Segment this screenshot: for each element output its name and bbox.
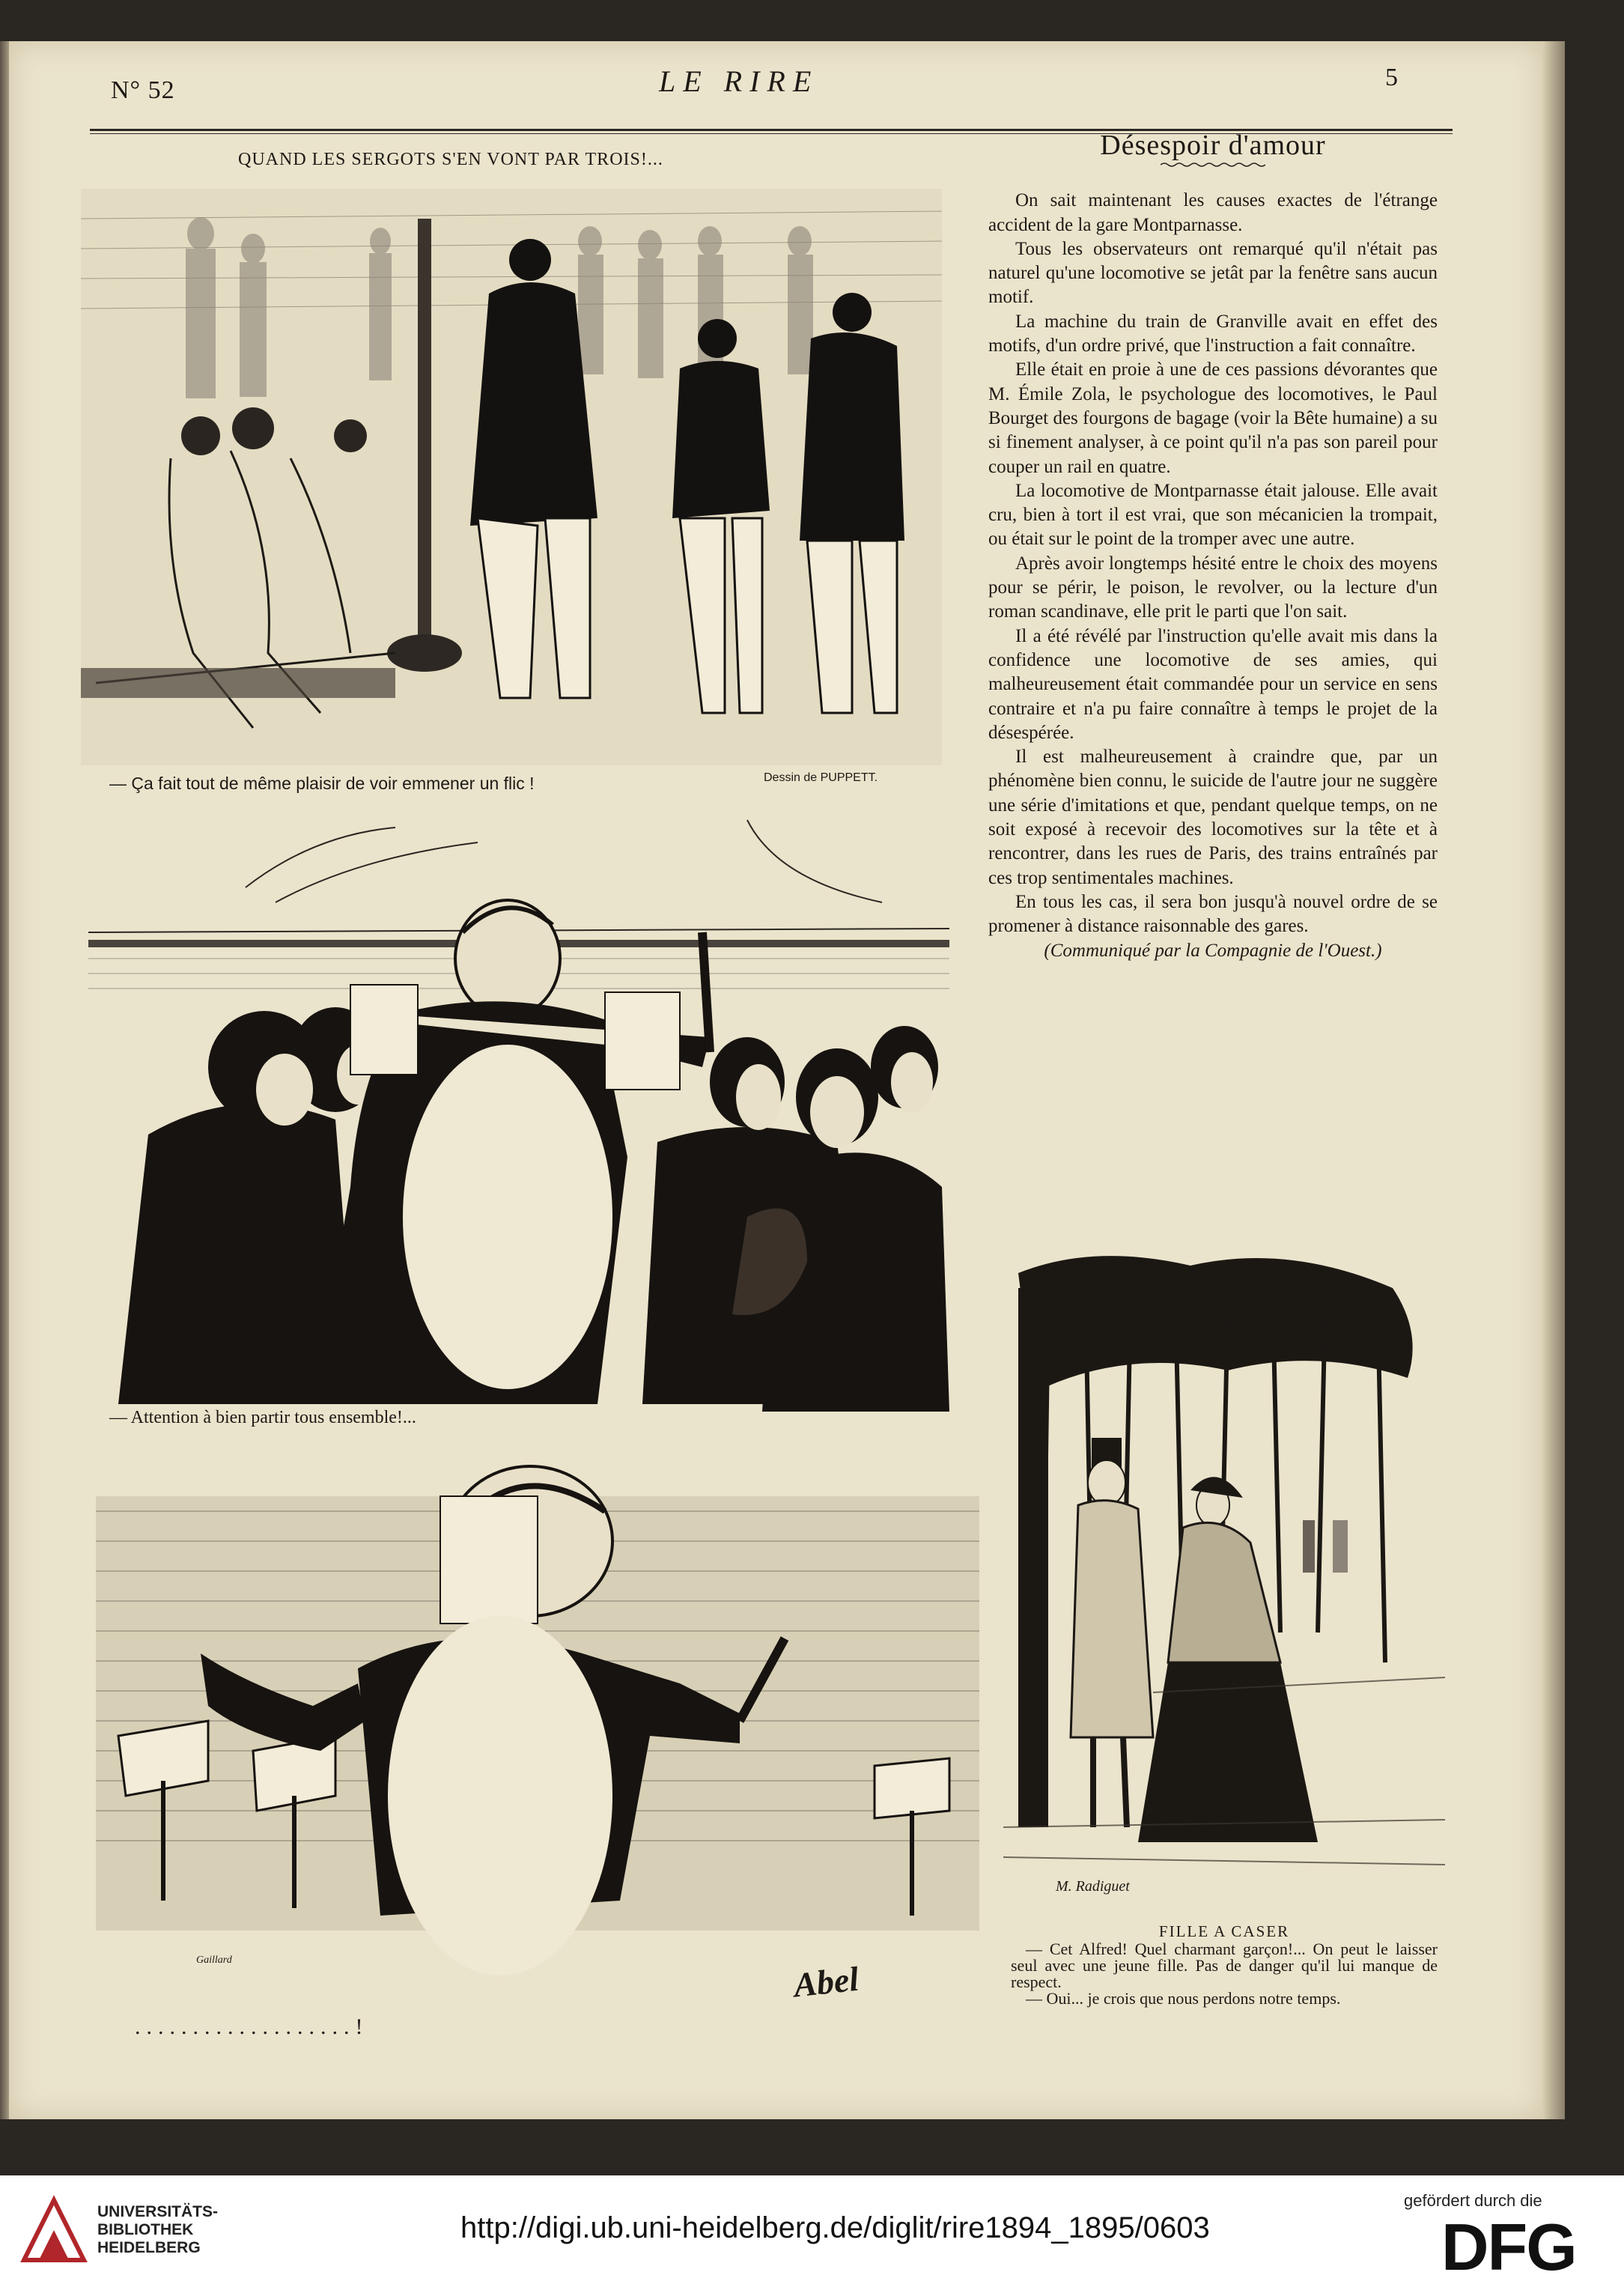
- cartoon3-signature: Abel: [791, 1959, 861, 2005]
- cartoon2-caption: — Attention à bien partir tous ensemble!...: [109, 1408, 416, 1427]
- cartoon1-caption: — Ça fait tout de même plaisir de voir emmener un flic !: [109, 774, 535, 793]
- article-desespoir: [988, 130, 1438, 963]
- cartoon3-illustration: [96, 1436, 979, 2028]
- cartoon1-illustration: [81, 189, 942, 765]
- library-name-line: BIBLIOTHEK: [97, 2221, 194, 2238]
- cartoon4-line: — Oui... je crois que nous perdons notre temps.: [1026, 1989, 1341, 2008]
- library-name: [97, 2203, 218, 2257]
- library-name-line: HEIDELBERG: [97, 2239, 201, 2256]
- cartoon4-caption-block: [1011, 1923, 1438, 2007]
- masthead-title: LE RIRE: [659, 64, 819, 98]
- article-paragraph: En tous les cas, il sera bon jusqu'à nouvel ordre de se promener à distance raisonnable des gares.: [988, 891, 1438, 937]
- article-paragraph: On sait maintenant les causes exactes de l'étrange accident de la gare Montparnasse.: [988, 190, 1438, 235]
- article-paragraph: Elle était en proie à une de ces passions dévorantes que M. Émile Zola, le psychologue des locomotives, le Paul Bourget des fourgons de bagage (voir la Bête humaine) a su si finement analyser, à ce point qu'il n'a pas son pareil pour couper un rail en quatre.: [988, 359, 1438, 477]
- title-ornament: [1161, 162, 1265, 168]
- cartoon4-line: — Cet Alfred! Quel charmant garçon!... On peut le laisser seul avec une jeune fille. Pas de danger qu'il lui manque de respect.: [1011, 1940, 1438, 1991]
- cartoon2-illustration: [88, 798, 949, 1412]
- article-paragraph: Il a été révélé par l'instruction qu'elle avait mis dans la confidence une locomotive de ses amies, qui malheureusement était commandée pour un service en sens contraire et n'a pu faire connaître à temps le projet de la désespérée.: [988, 625, 1438, 743]
- cartoon4-illustration: [1003, 1243, 1445, 1917]
- article-paragraph: La machine du train de Granville avait en effet des motifs, d'un ordre privé, que l'instruction a fait connaître.: [988, 311, 1438, 356]
- library-name-line: UNIVERSITÄTS-: [97, 2203, 219, 2220]
- cartoon4-title: FILLE A CASER: [1158, 1922, 1290, 1940]
- article-signature: (Communiqué par la Compagnie de l'Ouest.): [1044, 940, 1382, 961]
- cartoon3-dots: ...................!: [135, 2014, 369, 2039]
- issue-number: N° 52: [111, 76, 175, 104]
- article-paragraph: Après avoir longtemps hésité entre le choix des moyens pour se périr, le poison, le revolver, ou la lecture d'un roman scandinave, elle prit le parti que l'on sait.: [988, 553, 1438, 622]
- article-paragraph: La locomotive de Montparnasse était jalouse. Elle avait cru, bien à tort il est vrai, que son mécanicien la trompait, ou était sur le point de la tromper avec une autre.: [988, 480, 1438, 550]
- article-title: Désespoir d'amour: [1100, 130, 1326, 161]
- article-paragraph: Tous les observateurs ont remarqué qu'il n'était pas naturel qu'une locomotive se jetât par la fenêtre sans aucun motif.: [988, 238, 1438, 308]
- page-edge: [1542, 41, 1565, 2119]
- page-number: 5: [1385, 64, 1398, 91]
- cartoon1-credit: Dessin de PUPPETT.: [764, 771, 878, 784]
- article-paragraph: Il est malheureusement à craindre que, par un phénomène bien connu, le suicide de l'autre jour ne suggère une série d'imitations et que, pendant quelque temps, on ne soit exposé à recevoir des locomotives sur la tête et à rencontrer, dans les rues de Paris, des trains entraînés par ces trop sentimentales machines.: [988, 747, 1438, 888]
- funded-by-label: gefördert durch die: [1404, 2191, 1542, 2210]
- source-url-link[interactable]: http://digi.ub.uni-heidelberg.de/diglit/rire1894_1895/0603: [460, 2211, 1210, 2244]
- university-logo-icon: [18, 2194, 90, 2266]
- dfg-logo: DFG: [1441, 2210, 1576, 2284]
- cartoon4-artist-signature: M. Radiguet: [1056, 1878, 1130, 1895]
- cartoon3-signature-small: Gaillard: [196, 1955, 232, 1966]
- cartoon1-heading: QUAND LES SERGOTS S'EN VONT PAR TROIS!...: [238, 150, 663, 169]
